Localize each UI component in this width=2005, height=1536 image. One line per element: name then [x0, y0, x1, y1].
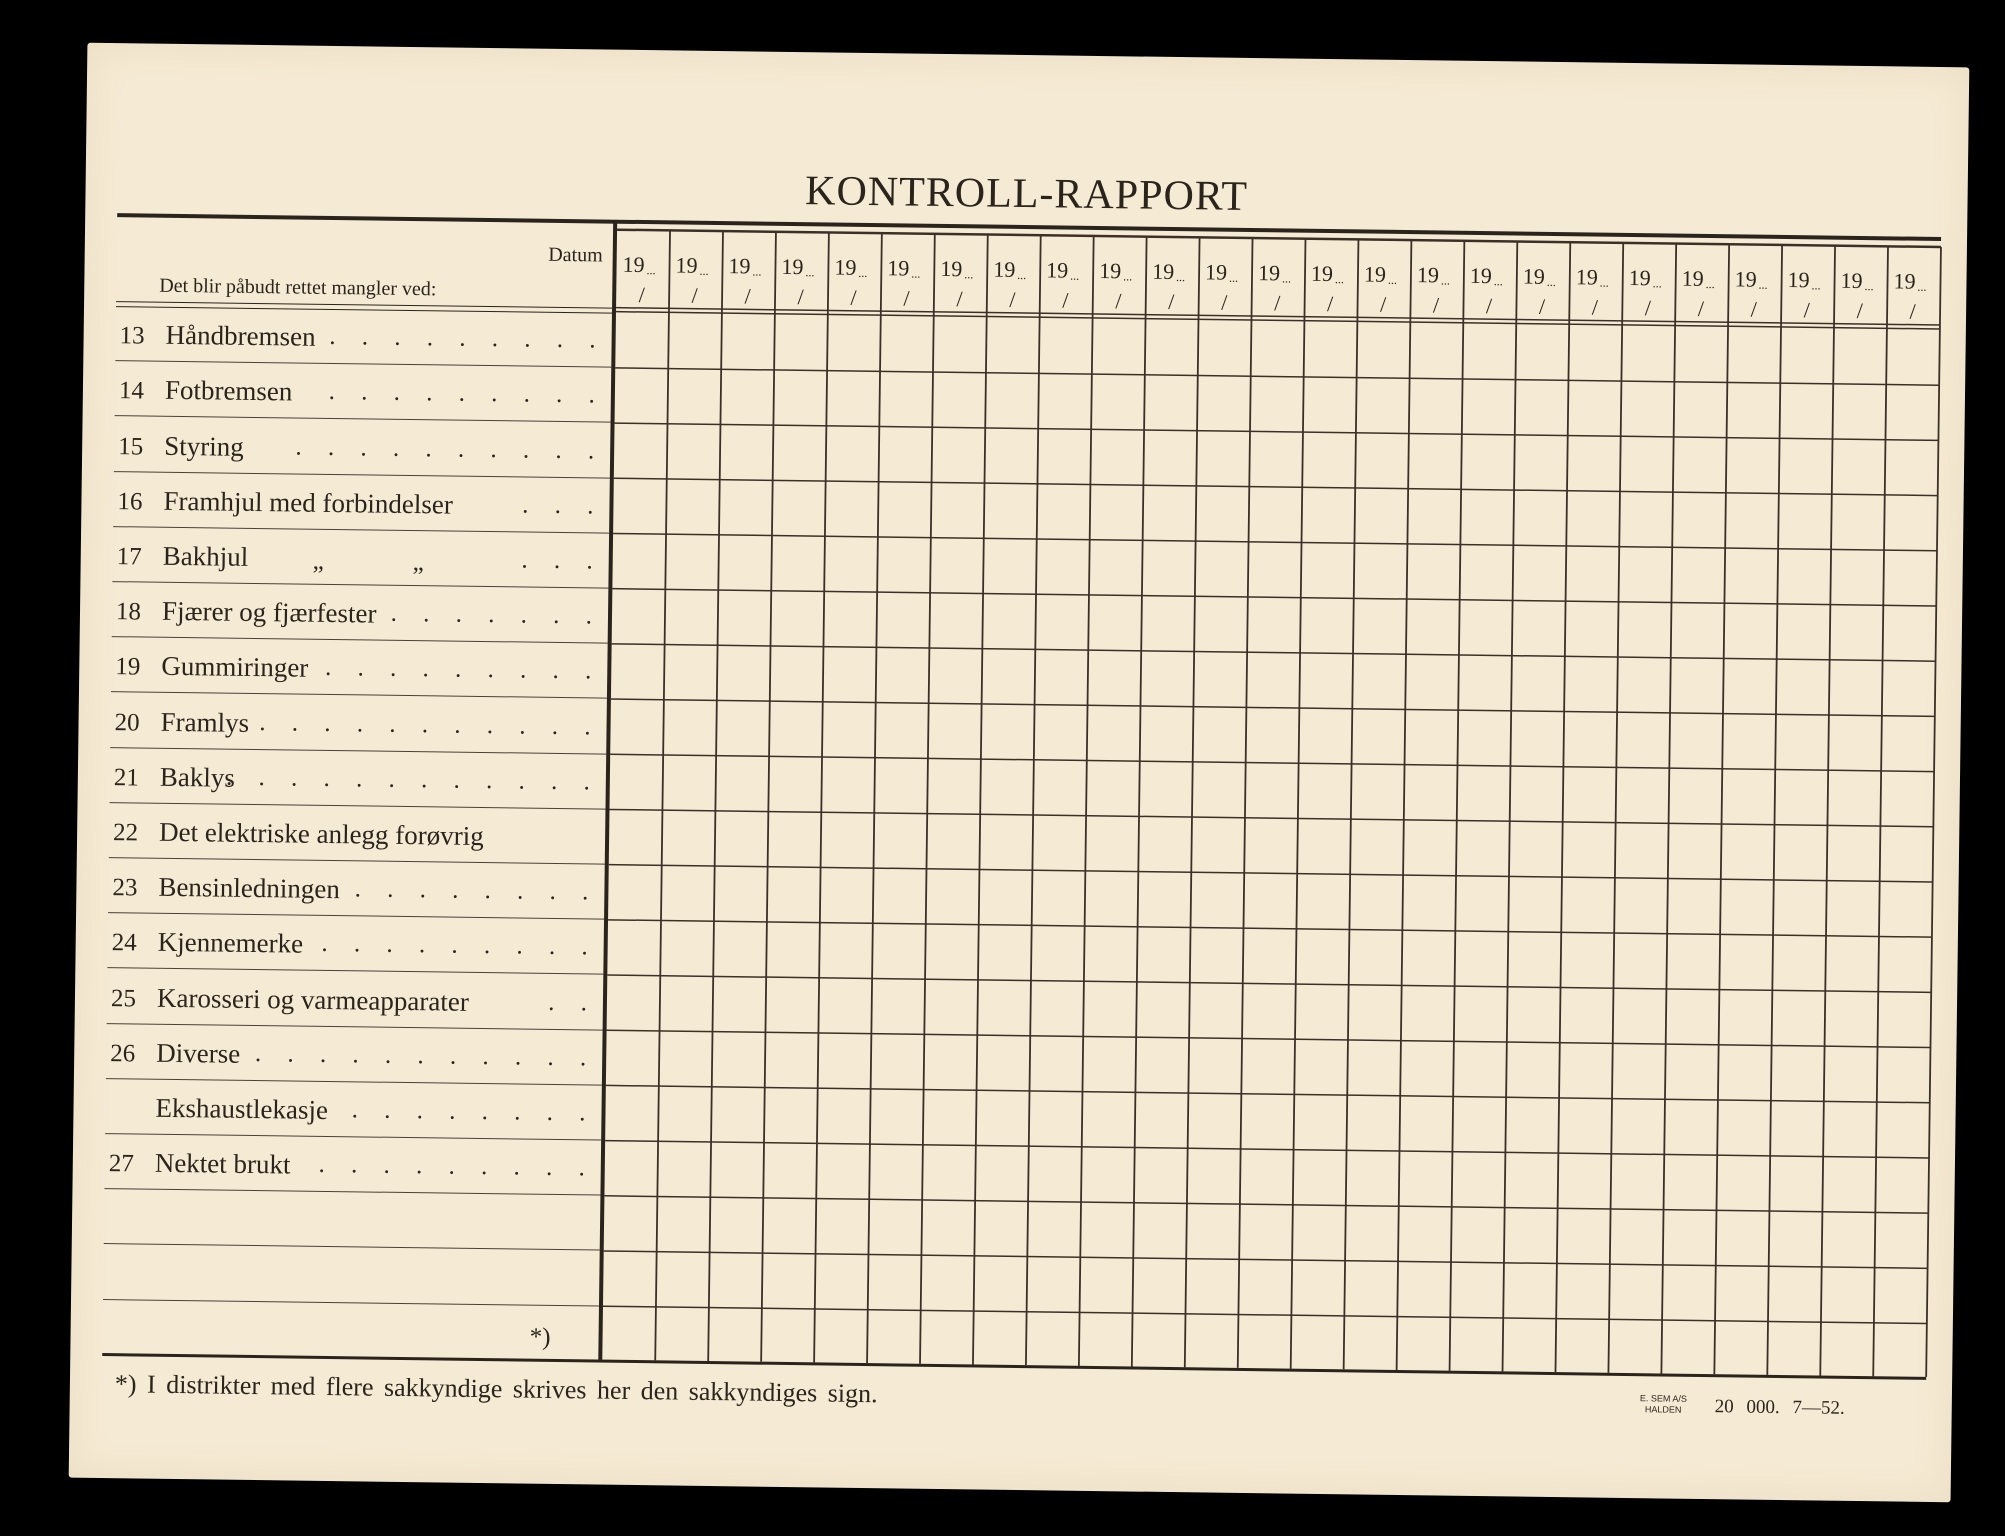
- row-number: 22: [112, 819, 139, 847]
- grid-column-line: [1450, 241, 1465, 1371]
- grid-column-line: [1132, 237, 1147, 1367]
- grid-column-line: [867, 233, 882, 1363]
- date-separator: /: [1909, 298, 1916, 324]
- date-blank-dots: ...: [964, 267, 974, 282]
- grid-row-line: [604, 1251, 1928, 1268]
- date-year-prefix: 19: [1046, 257, 1069, 283]
- leader-dots: . . . . . . . .: [354, 875, 599, 906]
- leader-dots: . . . . . . . . .: [321, 930, 598, 961]
- date-separator: /: [744, 283, 751, 309]
- date-blank-dots: ...: [1387, 272, 1398, 287]
- date-blank-dots: ...: [752, 264, 762, 279]
- row-number: 23: [112, 874, 138, 902]
- date-separator: /: [1591, 294, 1599, 320]
- leader-dots: . . . . . . . . .: [324, 654, 602, 685]
- grid-row-line: [612, 589, 1936, 606]
- printer-mark: [1640, 1393, 1687, 1416]
- grid-column-line: [1079, 236, 1094, 1366]
- date-separator: /: [1485, 293, 1493, 319]
- row-label: Styring: [164, 430, 244, 462]
- date-year-prefix: 19: [887, 255, 910, 281]
- date-year-prefix: 19: [1628, 264, 1651, 291]
- date-separator: /: [1115, 288, 1122, 314]
- date-year-prefix: 19: [1416, 262, 1440, 288]
- grid-column-line: [1820, 246, 1835, 1376]
- date-blank-dots: ...: [1334, 272, 1345, 287]
- ditto-mark: „: [312, 547, 324, 575]
- grid-column-line: [1608, 243, 1623, 1373]
- grid-row-line: [611, 699, 1935, 716]
- grid-row-line: [612, 644, 1936, 661]
- row-number: 21: [113, 763, 140, 792]
- leader-dots: . .: [548, 988, 598, 1017]
- grid-column-line: [1185, 237, 1200, 1367]
- footnote-marker: *): [529, 1323, 551, 1351]
- date-year-prefix: 19: [1575, 264, 1598, 290]
- row-label: Bensinledningen: [158, 871, 341, 905]
- footnote: *) I distrikter med flere sakkyndige skrives her den sakkyndiges sign.: [114, 1369, 878, 1409]
- leader-dots: . . . . . . . . .: [328, 378, 606, 409]
- grid-row-line: [603, 1306, 1927, 1323]
- date-separator: /: [1538, 293, 1546, 319]
- date-blank-dots: ...: [805, 265, 815, 280]
- row-number: 18: [115, 598, 142, 626]
- date-year-prefix: 19: [1893, 268, 1916, 294]
- ditto-mark: „: [412, 549, 424, 577]
- row-number: 15: [118, 432, 144, 461]
- date-year-prefix: 19: [1257, 260, 1281, 286]
- leader-dots: . . . . . . . . . . .: [259, 708, 601, 741]
- row-number: 19: [115, 653, 141, 681]
- grid-row-line: [609, 809, 1933, 826]
- date-year-prefix: 19: [1681, 265, 1704, 291]
- row-number: 20: [114, 708, 140, 737]
- row-number: 25: [110, 984, 137, 1013]
- date-year-prefix: 19: [993, 256, 1016, 282]
- grid-column-line: [920, 234, 935, 1364]
- printer-line-2: HALDEN: [1644, 1404, 1682, 1415]
- date-year-prefix: 19: [1734, 266, 1757, 292]
- grid-row-line: [614, 478, 1938, 495]
- control-report-card: [69, 43, 1970, 1503]
- date-separator: /: [638, 281, 645, 308]
- grid-row-line: [606, 1085, 1930, 1102]
- date-blank-dots: ...: [1228, 270, 1239, 285]
- grid-top-rule: [617, 230, 1941, 247]
- leader-dots: . . . . . . . . . . .: [254, 1039, 597, 1072]
- leader-dots: . . . . . . . .: [351, 1096, 596, 1127]
- date-blank-dots: ...: [646, 263, 656, 278]
- date-separator: /: [1221, 289, 1228, 315]
- date-separator: /: [903, 285, 910, 311]
- date-blank-dots: ...: [1705, 276, 1715, 292]
- grid-row-line: [607, 975, 1931, 992]
- row-label: Håndbremsen: [165, 319, 316, 352]
- row-label: Framlys: [160, 706, 250, 738]
- date-blank-dots: ...: [1440, 273, 1450, 288]
- date-year-prefix: 19: [1204, 259, 1228, 285]
- date-year-prefix: 19: [834, 254, 857, 280]
- date-year-prefix: 19: [1310, 260, 1334, 287]
- date-blank-dots: ...: [699, 263, 709, 278]
- grid-column-line: [1238, 238, 1253, 1368]
- date-blank-dots: ...: [1546, 274, 1556, 289]
- page-title: KONTROLL-RAPPORT: [804, 168, 1249, 220]
- grid-column-line: [1026, 235, 1041, 1365]
- grid-row-line: [609, 865, 1933, 882]
- date-separator: /: [1062, 287, 1069, 313]
- grid-row-line: [610, 754, 1934, 771]
- grid-column-line: [655, 230, 670, 1360]
- grid-column-line: [1661, 244, 1676, 1374]
- date-separator: /: [691, 282, 698, 308]
- date-year-prefix: 19: [1099, 258, 1122, 284]
- date-year-prefix: 19: [622, 251, 645, 278]
- row-number: 24: [111, 929, 137, 957]
- date-year-prefix: 19: [1363, 261, 1387, 287]
- date-separator: /: [956, 286, 963, 312]
- grid-column-line: [814, 232, 829, 1362]
- row-label: Nektet brukt: [154, 1147, 291, 1180]
- grid-row-line: [615, 423, 1939, 440]
- datum-label: Datum: [548, 243, 603, 267]
- date-blank-dots: ...: [1070, 268, 1080, 283]
- date-separator: /: [1697, 295, 1705, 321]
- date-year-prefix: 19: [675, 252, 698, 278]
- row-label: Kjennemerke: [157, 927, 304, 960]
- grid-column-line: [1555, 242, 1570, 1372]
- leader-dots: . . . . . . . . .: [329, 323, 606, 354]
- grid-column-line: [1397, 240, 1412, 1370]
- row-label: Karosseri og varmeapparater: [156, 982, 470, 1017]
- row-label: Diverse: [156, 1037, 241, 1069]
- grid-column-line: [761, 232, 776, 1362]
- date-separator: /: [1168, 288, 1175, 314]
- date-blank-dots: ...: [1917, 279, 1927, 294]
- leader-dots: . . . . . . . . . .: [295, 433, 605, 465]
- grid-column-line: [1926, 247, 1941, 1377]
- grid-column-line: [1767, 245, 1782, 1375]
- grid-column-line: [973, 235, 988, 1365]
- row-number: 17: [116, 543, 142, 571]
- grid-row-line: [608, 920, 1932, 937]
- date-blank-dots: ...: [1017, 267, 1027, 283]
- row-number: 26: [110, 1039, 136, 1068]
- leader-dots: . . . . . . .: [390, 599, 603, 630]
- date-blank-dots: ...: [1599, 275, 1609, 290]
- date-blank-dots: ...: [1652, 276, 1662, 291]
- date-separator: /: [797, 284, 804, 310]
- date-year-prefix: 19: [1522, 263, 1546, 289]
- printer-line-1: E. SEM A/S: [1639, 1393, 1687, 1404]
- row-label: Bakhjul: [162, 540, 249, 572]
- grid-row-line: [604, 1196, 1928, 1213]
- row-label: Det elektriske anlegg forøvrig: [158, 816, 484, 851]
- date-blank-dots: ...: [1864, 279, 1874, 294]
- date-separator: /: [1274, 290, 1281, 316]
- date-blank-dots: ...: [911, 266, 921, 281]
- date-blank-dots: ...: [1811, 278, 1821, 293]
- date-separator: /: [1009, 286, 1016, 312]
- date-separator: /: [1803, 297, 1811, 323]
- date-separator: /: [1750, 296, 1758, 322]
- date-blank-dots: ...: [1176, 270, 1186, 285]
- date-separator: /: [1326, 290, 1334, 317]
- date-separator: /: [1432, 292, 1440, 318]
- grid-column-line: [1714, 244, 1729, 1374]
- date-blank-dots: ...: [1758, 277, 1768, 292]
- leader-dots: . . . . . . . . .: [318, 1151, 595, 1182]
- grid-row-line: [615, 368, 1939, 385]
- date-separator: /: [1644, 295, 1652, 321]
- date-year-prefix: 19: [781, 253, 804, 280]
- date-year-prefix: 19: [1152, 258, 1175, 284]
- row-label: Ekshaustlekasje: [155, 1092, 329, 1125]
- row-label: Fjærer og fjærfester: [161, 595, 377, 629]
- date-separator: /: [1856, 297, 1863, 324]
- date-blank-dots: ...: [858, 265, 868, 280]
- date-year-prefix: 19: [728, 253, 751, 279]
- grid-column-line: [1873, 246, 1888, 1376]
- mangler-label: Det blir påbudt rettet mangler ved:: [159, 274, 437, 301]
- inspection-grid: [69, 43, 1970, 1503]
- row-label: Fotbremsen: [164, 375, 293, 407]
- leader-dots: . . .: [521, 546, 603, 575]
- print-info: 20 000. 7—52.: [1714, 1396, 1845, 1419]
- grid-column-line: [1291, 239, 1306, 1369]
- grid-row-line: [613, 533, 1937, 550]
- grid-column-line: [1503, 241, 1518, 1371]
- date-year-prefix: 19: [1469, 262, 1493, 289]
- date-blank-dots: ...: [1123, 269, 1133, 284]
- grid-row-line: [605, 1141, 1929, 1158]
- date-blank-dots: ...: [1493, 274, 1503, 289]
- row-label: Gummiringer: [161, 651, 309, 684]
- row-number: 14: [118, 377, 145, 405]
- row-number: 27: [108, 1150, 134, 1178]
- date-year-prefix: 19: [1787, 267, 1810, 293]
- row-label: Framhjul med forbindelser: [163, 485, 454, 520]
- row-label: Baklys: [159, 761, 236, 793]
- leader-dots: . . .: [522, 491, 604, 520]
- row-number: 13: [119, 322, 145, 350]
- date-separator: /: [850, 284, 857, 310]
- grid-column-line: [1344, 239, 1359, 1369]
- row-number: 16: [117, 487, 143, 516]
- leader-dots: . . . . . . . . . . . .: [225, 763, 601, 796]
- grid-row-line: [607, 1030, 1931, 1047]
- date-blank-dots: ...: [1281, 271, 1292, 286]
- date-year-prefix: 19: [940, 255, 963, 282]
- grid-column-line: [708, 231, 723, 1361]
- date-separator: /: [1379, 291, 1387, 317]
- date-year-prefix: 19: [1840, 267, 1863, 293]
